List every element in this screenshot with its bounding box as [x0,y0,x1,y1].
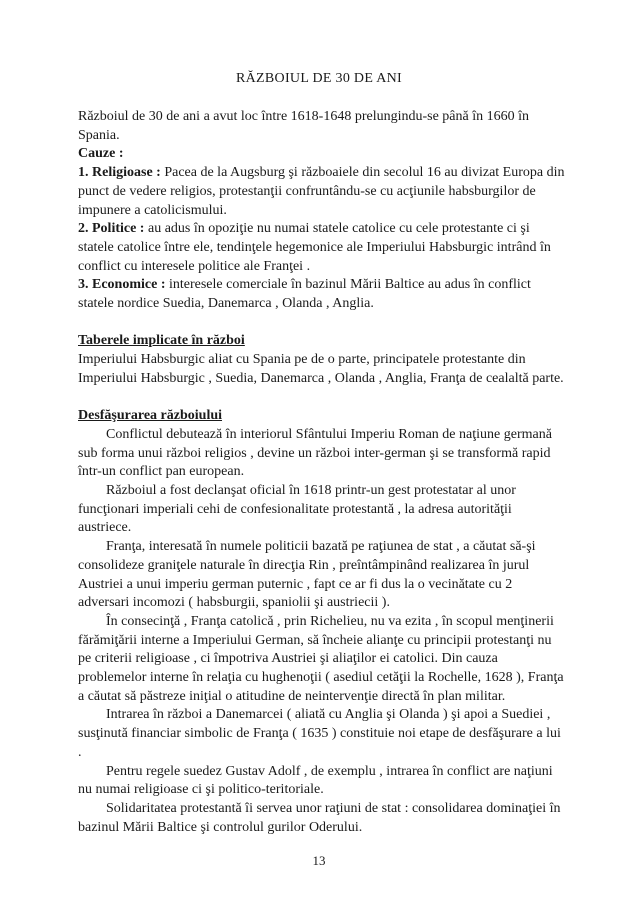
causes-heading-text: Cauze : [78,146,124,162]
cause-political [78,220,566,276]
cause-label: 2. Politice : [78,221,145,237]
intro-paragraph: Războiul de 30 de ani a avut loc între 1618-1648 prelungindu-se până în 1660 în Spania. [78,109,530,143]
camps-heading [78,332,566,351]
course-paragraph: Războiul a fost declanşat oficial în 1618 printr-un gest protestatar al unor funcţionari imperiali cehi de confesionalitate protestantă , la adresa autorităţii austriece. [78,483,516,536]
causes-heading [78,145,566,164]
course-paragraph: Conflictul debutează în interiorul Sfântului Imperiu Roman de naţiune germană sub forma unui război religios , devine un război inter-german şi se transformă rapid într-un conflict pan european. [78,426,552,480]
cause-religious [78,164,566,220]
camps-paragraph: Imperiului Habsburgic aliat cu Spania pe de o parte, principatele protestante din Imperiului Habsburgic , Suedia, Danemarca , Olanda , Anglia, Franţa de cealaltă parte. [78,352,564,386]
course-paragraph: Franţa, interesată în numele politicii bazată pe raţiunea de stat , a căutat să-şi consolideze graniţele naturale în direcţia Rin , preîntâmpinând realizarea în jurul Austriei a unui imperiu german puternic , fapt ce ar fi dus la o vecinătate cu 2 adversari incomozi ( habsburgii, spaniolii şi austriecii ). [78,539,536,611]
course-paragraph: Pentru regele suedez Gustav Adolf , de exemplu , intrarea în conflict are naţiuni nu numai religioase ci şi politico-teritoriale. [78,763,553,798]
page-number: 13 [312,853,326,868]
course-heading-text: Desfăşurarea războiului [78,408,223,424]
cause-text: interesele comerciale în bazinul Mării Baltice au adus în conflict statele nordice Suedia, Danemarca , Olanda , Anglia. [78,277,531,312]
course-paragraph: Solidaritatea protestantă îi servea unor raţiuni de stat : consolidarea dominaţiei în bazinul Mării Baltice şi controlul gurilor Oderului. [78,800,561,835]
course-paragraph: În consecinţă , Franţa catolică , prin Richelieu, nu va ezita , în scopul menţinerii fărămiţării interne a Imperiului German, să încheie alianţe cu principii protestanţi nu pe criterii religioase , ci împotriva Austriei şi aliaţilor ei catolici. Din cauza problemelor interne în relaţia cu hughenoţii ( asediul cetăţii la Rochelle, 1628 ), Franţa a căutat să păstreze iniţial o atitudine de neintervenţie directă în plan militar. [78,613,564,704]
course-paragraph: Intrarea în război a Danemarcei ( aliată cu Anglia şi Olanda ) şi apoi a Suediei , susţinută financiar simbolic de Franţa ( 1635 ) constituie noi etape de desfăşurare a lui . [78,707,561,760]
course-heading [78,407,566,426]
cause-label: 3. Economice : [78,277,166,293]
camps-heading-text: Taberele implicate în război [78,333,245,349]
cause-text: au adus în opoziţie nu numai statele catolice cu cele protestante ci şi statele catolice între ele, tendinţele hegemonice ale Imperiului Habsburgic intrând în conflict cu interesele politice ale Franţei . [78,221,551,274]
cause-economic [78,276,566,313]
cause-text: Pacea de la Augsburg şi războaiele din secolul 16 au divizat Europa din punct de vedere religios, protestanţii confruntându-se cu acţiunile habsburgilor de impunere a catolicismului. [78,165,565,218]
document-body [78,108,566,837]
cause-label: 1. Religioase : [78,165,161,181]
document-title: RĂZBOIUL DE 30 DE ANI [236,71,402,86]
